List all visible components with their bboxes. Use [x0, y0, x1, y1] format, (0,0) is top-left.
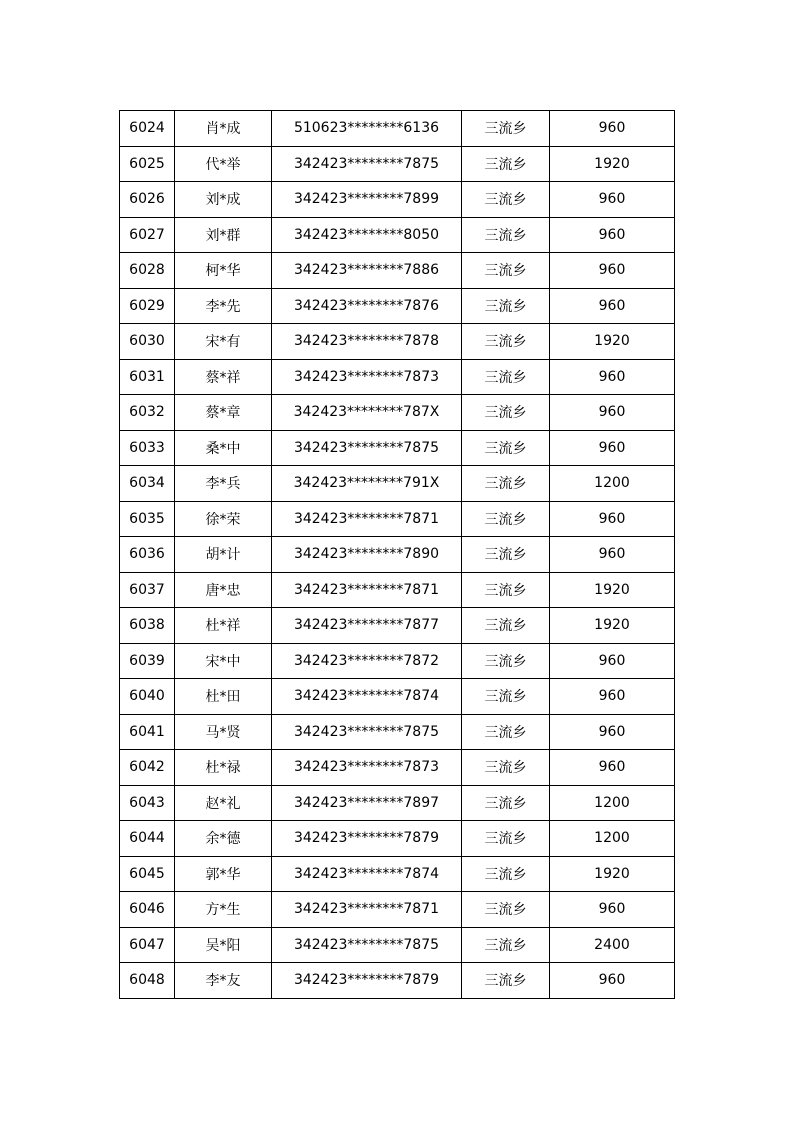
- id-number-cell: 342423********7871: [272, 501, 462, 537]
- township-cell: 三流乡: [462, 501, 550, 537]
- township-cell: 三流乡: [462, 679, 550, 715]
- name-cell: 桑*中: [175, 430, 272, 466]
- amount-cell: 960: [550, 892, 675, 928]
- id-number-cell: 342423********7875: [272, 714, 462, 750]
- table-row: [120, 146, 675, 182]
- id-number-cell: 342423********7871: [272, 892, 462, 928]
- table-row: [120, 572, 675, 608]
- amount-cell: 2400: [550, 927, 675, 963]
- serial-number-cell: 6041: [120, 714, 175, 750]
- name-cell: 李*兵: [175, 466, 272, 502]
- amount-cell: 960: [550, 111, 675, 147]
- id-number-cell: 342423********7879: [272, 963, 462, 999]
- serial-number-cell: 6038: [120, 608, 175, 644]
- amount-cell: 1200: [550, 785, 675, 821]
- id-number-cell: 342423********7897: [272, 785, 462, 821]
- table-row: [120, 217, 675, 253]
- id-number-cell: 342423********7874: [272, 679, 462, 715]
- name-cell: 吴*阳: [175, 927, 272, 963]
- table-row: [120, 679, 675, 715]
- name-cell: 蔡*祥: [175, 359, 272, 395]
- amount-cell: 960: [550, 395, 675, 431]
- township-cell: 三流乡: [462, 253, 550, 289]
- id-number-cell: 342423********7877: [272, 608, 462, 644]
- name-cell: 杜*田: [175, 679, 272, 715]
- table-row: [120, 821, 675, 857]
- serial-number-cell: 6042: [120, 750, 175, 786]
- serial-number-cell: 6048: [120, 963, 175, 999]
- township-cell: 三流乡: [462, 537, 550, 573]
- amount-cell: 960: [550, 182, 675, 218]
- township-cell: 三流乡: [462, 927, 550, 963]
- serial-number-cell: 6024: [120, 111, 175, 147]
- amount-cell: 960: [550, 288, 675, 324]
- id-number-cell: 342423********7875: [272, 430, 462, 466]
- township-cell: 三流乡: [462, 430, 550, 466]
- amount-cell: 1920: [550, 146, 675, 182]
- township-cell: 三流乡: [462, 714, 550, 750]
- table-row: [120, 324, 675, 360]
- id-number-cell: 342423********787X: [272, 395, 462, 431]
- table-row: [120, 714, 675, 750]
- table-row: [120, 466, 675, 502]
- township-cell: 三流乡: [462, 750, 550, 786]
- table-row: [120, 927, 675, 963]
- id-number-cell: 342423********7890: [272, 537, 462, 573]
- name-cell: 杜*祥: [175, 608, 272, 644]
- amount-cell: 960: [550, 217, 675, 253]
- table-row: [120, 963, 675, 999]
- amount-cell: 1920: [550, 856, 675, 892]
- amount-cell: 960: [550, 253, 675, 289]
- name-cell: 杜*禄: [175, 750, 272, 786]
- township-cell: 三流乡: [462, 572, 550, 608]
- serial-number-cell: 6044: [120, 821, 175, 857]
- serial-number-cell: 6033: [120, 430, 175, 466]
- table-row: [120, 643, 675, 679]
- name-cell: 宋*中: [175, 643, 272, 679]
- name-cell: 刘*成: [175, 182, 272, 218]
- id-number-cell: 342423********7875: [272, 146, 462, 182]
- amount-cell: 960: [550, 359, 675, 395]
- id-number-cell: 510623********6136: [272, 111, 462, 147]
- township-cell: 三流乡: [462, 643, 550, 679]
- serial-number-cell: 6026: [120, 182, 175, 218]
- serial-number-cell: 6025: [120, 146, 175, 182]
- amount-cell: 1200: [550, 466, 675, 502]
- amount-cell: 960: [550, 714, 675, 750]
- township-cell: 三流乡: [462, 146, 550, 182]
- id-number-cell: 342423********7878: [272, 324, 462, 360]
- township-cell: 三流乡: [462, 359, 550, 395]
- name-cell: 胡*计: [175, 537, 272, 573]
- serial-number-cell: 6027: [120, 217, 175, 253]
- name-cell: 赵*礼: [175, 785, 272, 821]
- amount-cell: 960: [550, 679, 675, 715]
- id-number-cell: 342423********7875: [272, 927, 462, 963]
- township-cell: 三流乡: [462, 288, 550, 324]
- amount-cell: 960: [550, 537, 675, 573]
- id-number-cell: 342423********7873: [272, 359, 462, 395]
- township-cell: 三流乡: [462, 821, 550, 857]
- serial-number-cell: 6037: [120, 572, 175, 608]
- id-number-cell: 342423********7876: [272, 288, 462, 324]
- amount-cell: 1920: [550, 608, 675, 644]
- id-number-cell: 342423********7872: [272, 643, 462, 679]
- township-cell: 三流乡: [462, 608, 550, 644]
- township-cell: 三流乡: [462, 395, 550, 431]
- name-cell: 柯*华: [175, 253, 272, 289]
- serial-number-cell: 6045: [120, 856, 175, 892]
- amount-cell: 960: [550, 643, 675, 679]
- amount-cell: 960: [550, 750, 675, 786]
- table-row: [120, 537, 675, 573]
- amount-cell: 1200: [550, 821, 675, 857]
- serial-number-cell: 6040: [120, 679, 175, 715]
- name-cell: 徐*荣: [175, 501, 272, 537]
- township-cell: 三流乡: [462, 217, 550, 253]
- roster-table: [119, 110, 675, 999]
- roster-table-body: [120, 111, 675, 999]
- id-number-cell: 342423********7871: [272, 572, 462, 608]
- township-cell: 三流乡: [462, 324, 550, 360]
- id-number-cell: 342423********7879: [272, 821, 462, 857]
- serial-number-cell: 6035: [120, 501, 175, 537]
- serial-number-cell: 6030: [120, 324, 175, 360]
- id-number-cell: 342423********7899: [272, 182, 462, 218]
- table-row: [120, 608, 675, 644]
- table-row: [120, 395, 675, 431]
- township-cell: 三流乡: [462, 182, 550, 218]
- name-cell: 马*贤: [175, 714, 272, 750]
- amount-cell: 1920: [550, 324, 675, 360]
- serial-number-cell: 6039: [120, 643, 175, 679]
- table-row: [120, 182, 675, 218]
- serial-number-cell: 6029: [120, 288, 175, 324]
- id-number-cell: 342423********7886: [272, 253, 462, 289]
- id-number-cell: 342423********7873: [272, 750, 462, 786]
- table-row: [120, 892, 675, 928]
- township-cell: 三流乡: [462, 466, 550, 502]
- name-cell: 李*先: [175, 288, 272, 324]
- township-cell: 三流乡: [462, 785, 550, 821]
- serial-number-cell: 6028: [120, 253, 175, 289]
- township-cell: 三流乡: [462, 111, 550, 147]
- table-row: [120, 856, 675, 892]
- township-cell: 三流乡: [462, 892, 550, 928]
- serial-number-cell: 6032: [120, 395, 175, 431]
- id-number-cell: 342423********791X: [272, 466, 462, 502]
- table-row: [120, 785, 675, 821]
- name-cell: 余*德: [175, 821, 272, 857]
- amount-cell: 1920: [550, 572, 675, 608]
- table-row: [120, 750, 675, 786]
- amount-cell: 960: [550, 963, 675, 999]
- serial-number-cell: 6036: [120, 537, 175, 573]
- table-row: [120, 501, 675, 537]
- name-cell: 李*友: [175, 963, 272, 999]
- serial-number-cell: 6034: [120, 466, 175, 502]
- id-number-cell: 342423********7874: [272, 856, 462, 892]
- serial-number-cell: 6031: [120, 359, 175, 395]
- name-cell: 代*举: [175, 146, 272, 182]
- name-cell: 宋*有: [175, 324, 272, 360]
- name-cell: 刘*群: [175, 217, 272, 253]
- serial-number-cell: 6043: [120, 785, 175, 821]
- serial-number-cell: 6047: [120, 927, 175, 963]
- township-cell: 三流乡: [462, 963, 550, 999]
- township-cell: 三流乡: [462, 856, 550, 892]
- name-cell: 唐*忠: [175, 572, 272, 608]
- table-row: [120, 359, 675, 395]
- name-cell: 蔡*章: [175, 395, 272, 431]
- name-cell: 方*生: [175, 892, 272, 928]
- name-cell: 肖*成: [175, 111, 272, 147]
- table-row: [120, 253, 675, 289]
- amount-cell: 960: [550, 430, 675, 466]
- name-cell: 郭*华: [175, 856, 272, 892]
- serial-number-cell: 6046: [120, 892, 175, 928]
- table-row: [120, 111, 675, 147]
- id-number-cell: 342423********8050: [272, 217, 462, 253]
- table-row: [120, 288, 675, 324]
- table-row: [120, 430, 675, 466]
- amount-cell: 960: [550, 501, 675, 537]
